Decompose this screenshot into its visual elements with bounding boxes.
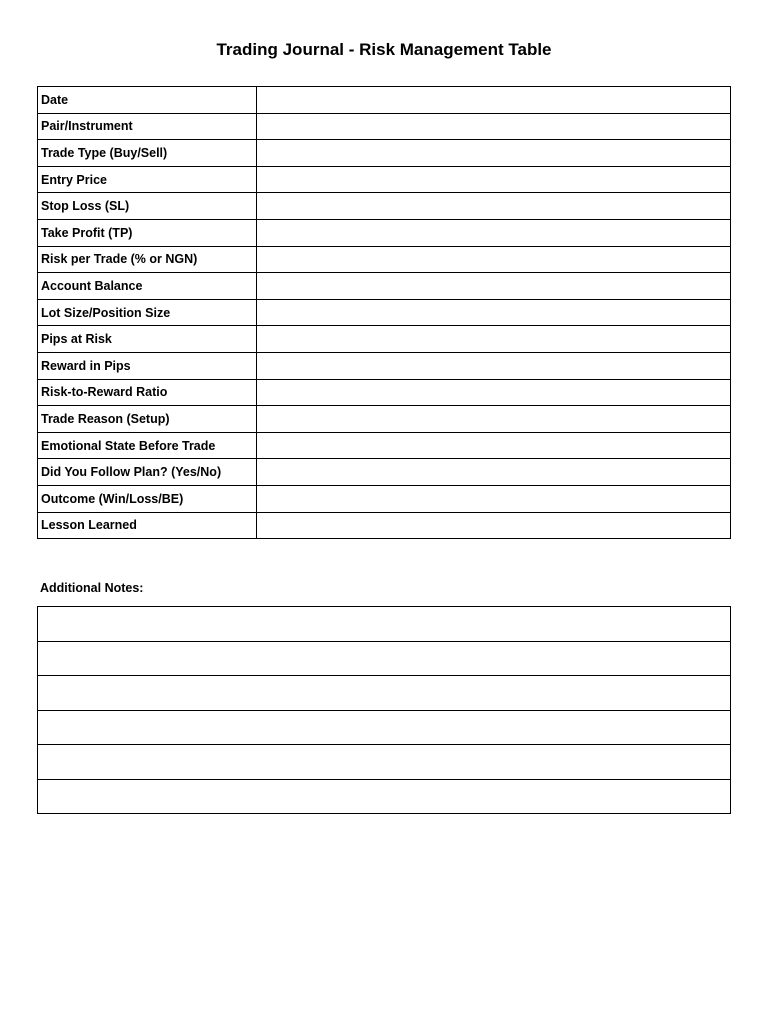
row-value-account-balance[interactable] [257, 273, 731, 300]
notes-row [38, 676, 731, 711]
row-value-stop-loss[interactable] [257, 193, 731, 220]
row-label-pips-at-risk: Pips at Risk [38, 326, 257, 353]
row-label-trade-reason: Trade Reason (Setup) [38, 406, 257, 433]
row-value-lot-size[interactable] [257, 299, 731, 326]
table-row [38, 246, 731, 273]
row-value-reward-in-pips[interactable] [257, 352, 731, 379]
table-row [38, 352, 731, 379]
row-label-pair-instrument: Pair/Instrument [38, 113, 257, 140]
additional-notes-label: Additional Notes: [40, 581, 144, 595]
notes-row [38, 607, 731, 642]
row-value-outcome[interactable] [257, 485, 731, 512]
row-label-lot-size: Lot Size/Position Size [38, 299, 257, 326]
row-label-follow-plan: Did You Follow Plan? (Yes/No) [38, 459, 257, 486]
notes-line-1[interactable] [38, 607, 731, 642]
row-label-outcome: Outcome (Win/Loss/BE) [38, 485, 257, 512]
notes-row [38, 641, 731, 676]
row-label-stop-loss: Stop Loss (SL) [38, 193, 257, 220]
row-label-trade-type: Trade Type (Buy/Sell) [38, 140, 257, 167]
notes-line-3[interactable] [38, 676, 731, 711]
row-label-risk-per-trade: Risk per Trade (% or NGN) [38, 246, 257, 273]
page-title: Trading Journal - Risk Management Table [216, 40, 552, 59]
row-label-entry-price: Entry Price [38, 166, 257, 193]
notes-line-4[interactable] [38, 710, 731, 745]
row-value-risk-per-trade[interactable] [257, 246, 731, 273]
row-value-trade-type[interactable] [257, 140, 731, 167]
notes-row [38, 745, 731, 780]
notes-line-6[interactable] [38, 779, 731, 814]
table-row [38, 459, 731, 486]
table-row [38, 512, 731, 539]
table-row [38, 432, 731, 459]
row-value-date[interactable] [257, 87, 731, 114]
table-row [38, 140, 731, 167]
table-row [38, 166, 731, 193]
table-row [38, 193, 731, 220]
row-value-follow-plan[interactable] [257, 459, 731, 486]
row-label-take-profit: Take Profit (TP) [38, 219, 257, 246]
table-row [38, 379, 731, 406]
row-label-lesson-learned: Lesson Learned [38, 512, 257, 539]
row-value-lesson-learned[interactable] [257, 512, 731, 539]
table-row [38, 219, 731, 246]
row-value-pair-instrument[interactable] [257, 113, 731, 140]
table-row [38, 406, 731, 433]
table-row [38, 87, 731, 114]
notes-row [38, 710, 731, 745]
risk-management-table [37, 86, 731, 539]
notes-line-2[interactable] [38, 641, 731, 676]
table-row [38, 326, 731, 353]
row-value-emotional-state[interactable] [257, 432, 731, 459]
row-value-pips-at-risk[interactable] [257, 326, 731, 353]
row-label-reward-in-pips: Reward in Pips [38, 352, 257, 379]
table-row [38, 273, 731, 300]
row-value-entry-price[interactable] [257, 166, 731, 193]
row-value-risk-reward-ratio[interactable] [257, 379, 731, 406]
row-label-risk-reward-ratio: Risk-to-Reward Ratio [38, 379, 257, 406]
table-row [38, 299, 731, 326]
notes-row [38, 779, 731, 814]
table-row [38, 485, 731, 512]
row-value-trade-reason[interactable] [257, 406, 731, 433]
row-label-emotional-state: Emotional State Before Trade [38, 432, 257, 459]
table-row [38, 113, 731, 140]
notes-line-5[interactable] [38, 745, 731, 780]
row-label-account-balance: Account Balance [38, 273, 257, 300]
row-label-date: Date [38, 87, 257, 114]
additional-notes-table [37, 606, 731, 814]
row-value-take-profit[interactable] [257, 219, 731, 246]
